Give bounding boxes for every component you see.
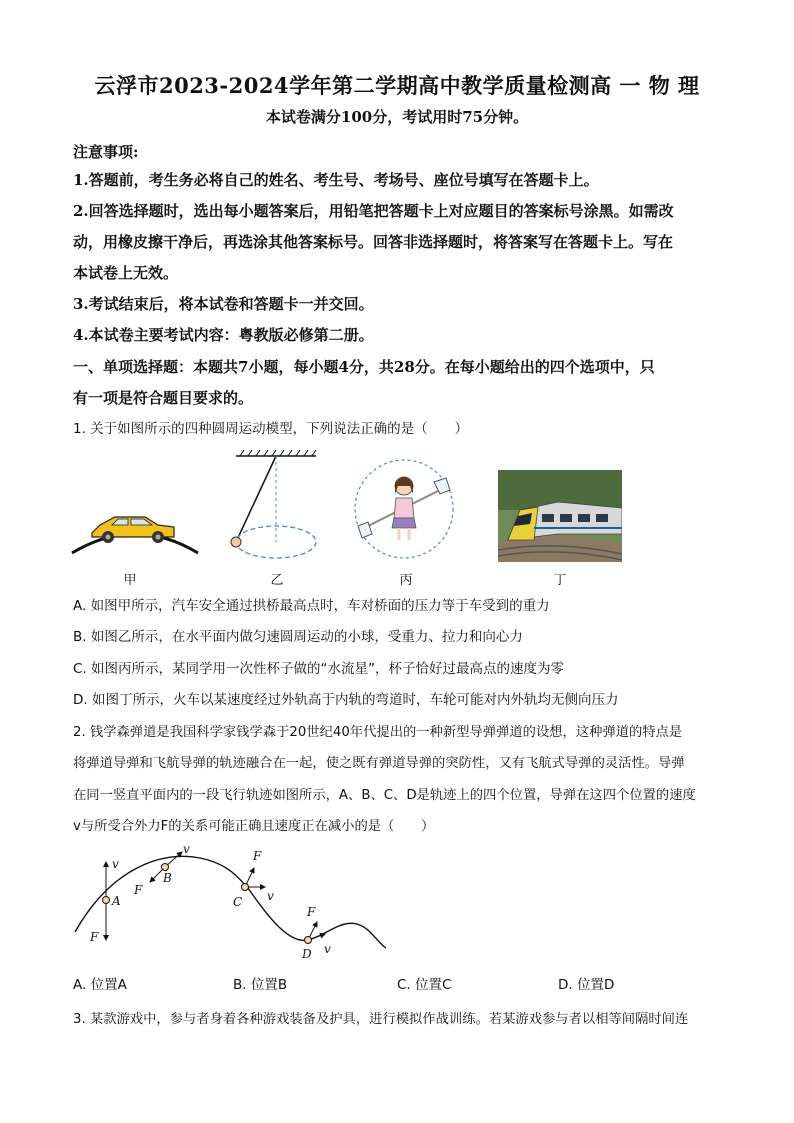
diagram-label: F <box>90 930 99 944</box>
diagram-label: F <box>253 849 262 863</box>
notes-heading: 注意事项: <box>73 143 139 161</box>
question-2-line: 在同一竖直平面内的一段飞行轨迹如图所示，A、B、C、D是轨迹上的四个位置，导弹在这四个位置的速度 <box>73 788 696 803</box>
missile-trajectory-diagram <box>70 840 400 965</box>
question-2-option-a: A. 位置A <box>73 977 127 993</box>
figure-caption: 丁 <box>553 573 567 588</box>
question-1-option-a: A. 如图甲所示，汽车安全通过拱桥最高点时，车对桥面的压力等于车受到的重力 <box>73 598 550 614</box>
notes-item: 1.答题前，考生务必将自己的姓名、考生号、考场号、座位号填写在答题卡上。 <box>73 171 599 189</box>
notes-item: 3.考试结束后，将本试卷和答题卡一并交回。 <box>73 295 374 313</box>
question-3-stem: 3. 某款游戏中，参与者身着各种游戏装备及护具，进行模拟作战训练。若某游戏参与者以相等间隔时间连 <box>73 1012 689 1027</box>
question-2-line: 将弹道导弹和飞航导弹的轨迹融合在一起，使之既有弹道导弹的突防性，又有飞航式导弹的灵活性。导弹 <box>73 756 685 771</box>
water-meteor-figure <box>352 456 456 562</box>
diagram-label: v <box>183 842 190 856</box>
student-icon <box>392 477 416 554</box>
question-2-line: 2. 钱学森弹道是我国科学家钱学森于20世纪40年代提出的一种新型导弹弹道的设想，这种弹道的特点是 <box>73 725 683 740</box>
diagram-label: v <box>112 857 119 871</box>
notes-item: 2.回答选择题时，选出每小题答案后，用铅笔把答题卡上对应题目的答案标号涂黑。如需改 <box>73 202 674 220</box>
train-photo <box>498 470 622 562</box>
question-2-option-d: D. 位置D <box>558 977 615 993</box>
diagram-label: D <box>302 947 312 961</box>
section-heading-cont: 有一项是符合题目要求的。 <box>73 389 254 407</box>
car-icon <box>92 517 174 543</box>
notes-item: 4.本试卷主要考试内容：粤教版必修第二册。 <box>73 326 374 344</box>
page-subtitle: 本试卷满分100分，考试用时75分钟。 <box>265 108 529 126</box>
figure-caption: 丙 <box>399 573 413 588</box>
figure-caption: 甲 <box>123 573 137 588</box>
conical-pendulum-figure <box>228 450 323 568</box>
page-title: 云浮市2023-2024学年第二学期高中教学质量检测高 一 物 理 <box>94 73 700 98</box>
question-2-line: v与所受合外力F的关系可能正确且速度正在减小的是（ ） <box>73 819 435 834</box>
question-1-option-d: D. 如图丁所示，火车以某速度经过外轨高于内轨的弯道时，车轮可能对内外轨均无侧向压力 <box>73 692 619 708</box>
diagram-label: v <box>324 942 331 956</box>
section-heading: 一、单项选择题：本题共7小题，每小题4分，共28分。在每小题给出的四个选项中，只 <box>73 358 655 376</box>
diagram-label: F <box>307 905 316 919</box>
diagram-label: C <box>233 895 243 909</box>
car-on-bridge-figure <box>70 495 200 560</box>
question-2-option-c: C. 位置C <box>397 977 452 993</box>
question-1-stem: 1. 关于如图所示的四种圆周运动模型，下列说法正确的是（ ） <box>73 421 469 437</box>
question-1-option-b: B. 如图乙所示，在水平面内做匀速圆周运动的小球，受重力、拉力和向心力 <box>73 629 523 645</box>
diagram-label: F <box>134 883 143 897</box>
notes-item: 动，用橡皮擦干净后，再选涂其他答案标号。回答非选择题时，将答案写在答题卡上。写在 <box>73 233 674 251</box>
question-1-option-c: C. 如图丙所示，某同学用一次性杯子做的“水流星”，杯子恰好过最高点的速度为零 <box>73 661 564 677</box>
question-2-option-b: B. 位置B <box>233 977 288 993</box>
figure-caption: 乙 <box>270 573 284 588</box>
diagram-label: B <box>163 871 172 885</box>
diagram-label: A <box>112 894 121 908</box>
diagram-label: v <box>267 889 274 903</box>
notes-item: 本试卷上无效。 <box>73 264 179 282</box>
